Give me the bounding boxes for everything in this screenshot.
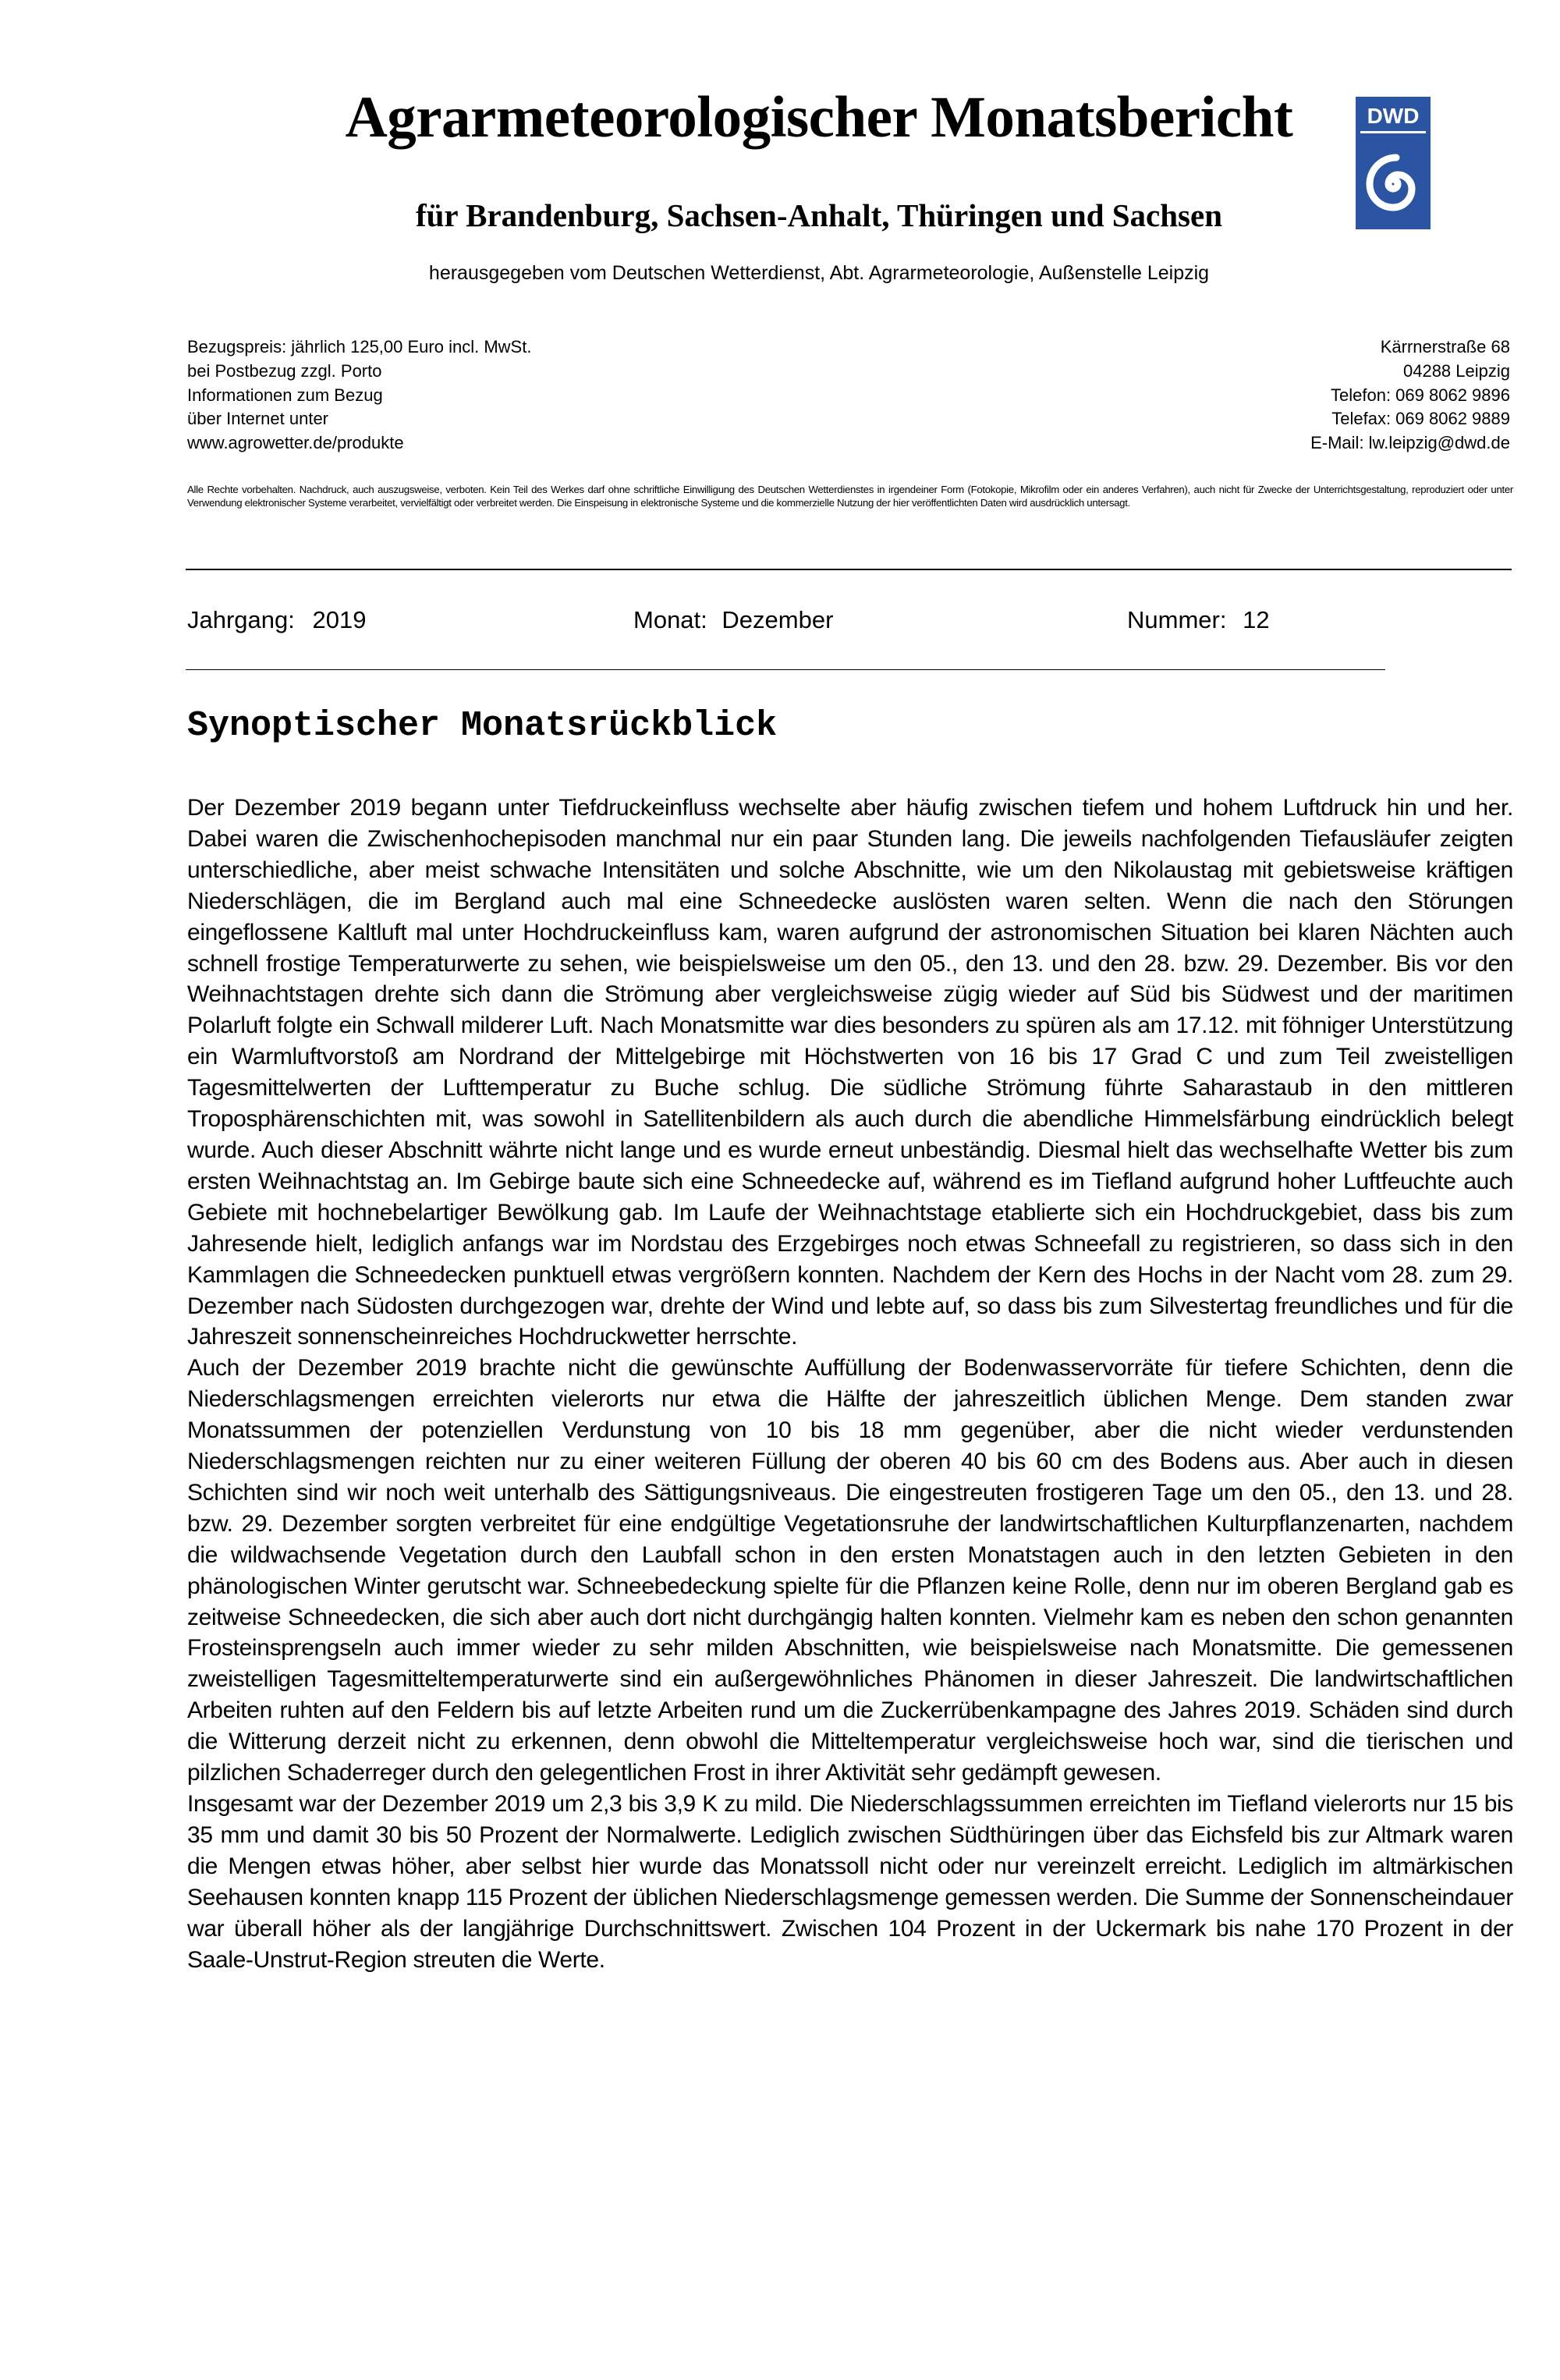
address-phone: Telefon: 069 8062 9896 <box>1331 385 1510 405</box>
subscription-info <box>187 335 531 456</box>
issue-month <box>633 605 833 636</box>
subscription-line: Informationen zum Bezug <box>187 385 383 405</box>
rights-notice: Alle Rechte vorbehalten. Nachdruck, auch auszugsweise, verboten. Kein Teil des Werkes darf ohne schriftliche Einwilligung des Deutschen Wetterdienstes in irgendeiner Form (Fotokopie, Mikrofilm oder ein anderes Verfahren), auch nicht für Zwecke der Unterrichtsgestaltung, reproduziert oder unter Verwendung elektronischer Systeme verarbeitet, vervielfältigt oder verbreitet werden. Die Einspeisung in elektronische Systeme und die kommerzielle Nutzung der hier veröffentlichten Daten wird ausdrücklich untersagt. <box>187 484 1513 509</box>
subscription-line: bei Postbezug zzgl. Porto <box>187 360 382 381</box>
logo-text: DWD <box>1367 104 1420 128</box>
issue-number-label: Nummer: <box>1127 606 1227 633</box>
body-paragraph: Der Dezember 2019 begann unter Tiefdruckeinfluss wechselte aber häufig zwischen tiefem und hohem Luftdruck hin und her. Dabei waren die Zwischenhochepisoden manchmal nur ein paar Stunden lang. Die jeweils nachfolgenden Tiefausläufer zeigten unterschiedliche, aber meist schwache Intensitäten und solche Abschnitte, wie um den Nikolaustag mit gebietsweise kräftigen Niederschlägen, die im Bergland auch mal eine Schneedecke auslösten waren selten. Wenn die nach den Störungen eingeflossene Kaltluft mal unter Hochdruckeinfluss kam, waren aufgrund der astronomischen Situation bei klaren Nächten auch schnell frostige Temperaturwerte zu sehen, wie beispielsweise um den 05., den 13. und den 28. bzw. 29. Dezember. Bis vor den Weihnachtstagen drehte sich dann die Strömung aber vergleichsweise zügig wieder auf Süd bis Südwest und der maritimen Polarluft folgte ein Schwall milderer Luft. Nach Monatsmitte war dies besonders zu spüren als am 17.12. mit föhniger Unterstützung ein Warmluftvorstoß am Nordrand der Mittelgebirge mit Höchstwerten von 16 bis 17 Grad C und zum Teil zweistelligen Tagesmittelwerten der Lufttemperatur zu Buche schlug. Die südliche Strömung führte Saharastaub in den mittleren Troposphärenschichten mit, was sowohl in Satellitenbildern als auch durch die abendliche Himmelsfärbung eindrücklich belegt wurde. Auch dieser Abschnitt währte nicht lange und es wurde erneut unbeständig. Diesmal hielt das wechselhafte Wetter bis zum ersten Weihnachtstag an. Im Gebirge baute sich eine Schneedecke auf, während es im Tiefland aufgrund hoher Luftfeuchte auch Gebiete mit hochnebelartiger Bewölkung gab. Im Laufe der Weihnachtstage etablierte sich ein Hochdruckgebiet, dass bis zum Jahresende hielt, lediglich anfangs war im Nordstau des Erzgebirges noch etwas Schneefall zu registrieren, so dass sich in den Kammlagen die Schneedecken punktuell etwas vergrößern konnten. Nachdem der Kern des Hochs in der Nacht vom 28. zum 29. Dezember nach Südosten durchgezogen war, drehte der Wind und lebte auf, so dass bis zum Silvestertag freundliches und für die Jahreszeit sonnenscheinreiches Hochdruckwetter herrschte. <box>187 795 1513 1350</box>
issue-month-label: Monat: <box>633 606 707 633</box>
address-email[interactable]: E-Mail: lw.leipzig@dwd.de <box>1310 433 1510 453</box>
subscription-line: über Internet unter <box>187 409 329 429</box>
issue-number <box>1127 605 1270 636</box>
issue-year <box>187 605 366 636</box>
publisher-line: herausgegeben vom Deutschen Wetterdienst, Abt. Agrarmeteorologie, Außenstelle Leipzig <box>428 262 1210 284</box>
address-fax: Telefax: 069 8062 9889 <box>1331 409 1510 429</box>
dwd-logo <box>1356 97 1431 229</box>
section-heading: Synoptischer Monatsrückblick <box>187 706 778 746</box>
issue-year-label: Jahrgang: <box>187 606 295 633</box>
issue-year-value: 2019 <box>312 606 367 633</box>
subscription-url[interactable]: www.agrowetter.de/produkte <box>187 433 404 453</box>
report-title: Agrarmeteorologischer Monatsbericht <box>345 85 1293 150</box>
body-paragraph: Insgesamt war der Dezember 2019 um 2,3 bis 3,9 K zu mild. Die Niederschlagssummen erreichten im Tiefland vielerorts nur 15 bis 35 mm und damit 30 bis 50 Prozent der Normalwerte. Lediglich zwischen Südthüringen über das Eichsfeld bis zur Altmark waren die Mengen etwas höher, aber selbst hier wurde das Monatssoll nicht oder nur vereinzelt erreicht. Lediglich im altmärkischen Seehausen konnten knapp 115 Prozent der üblichen Niederschlagsmenge gemessen werden. Die Summe der Sonnenscheindauer war überall höher als der langjährige Durchschnittswert. Zwischen 104 Prozent in der Uckermark bis nahe 170 Prozent in der Saale-Unstrut-Region streuten die Werte. <box>187 1791 1513 1973</box>
divider <box>186 669 1385 670</box>
dwd-spiral-icon <box>1356 97 1431 229</box>
report-subtitle: für Brandenburg, Sachsen-Anhalt, Thüringen und Sachsen <box>415 197 1223 233</box>
divider <box>186 569 1512 570</box>
body-paragraph: Auch der Dezember 2019 brachte nicht die gewünschte Auffüllung der Bodenwasservorräte für tiefere Schichten, denn die Niederschlagsmengen erreichten vielerorts nur etwa die Hälfte der jahreszeitlich üblichen Menge. Dem standen zwar Monatssummen der potenziellen Verdunstung von 10 bis 18 mm gegenüber, aber die nicht wieder verdunstenden Niederschlagsmengen reichten nur zu einer weiteren Füllung der oberen 40 bis 60 cm des Bodens aus. Aber auch in diesen Schichten sind wir noch weit unterhalb des Sättigungsniveaus. Die eingestreuten frostigeren Tage um den 05., den 13. und 28. bzw. 29. Dezember sorgten verbreitet für eine endgültige Vegetationsruhe der landwirtschaftlichen Kulturpflanzenarten, nachdem die wildwachsende Vegetation durch den Laubfall schon in den ersten Monatstagen auch in den letzten Gebieten in den phänologischen Winter gerutscht war. Schneebedeckung spielte für die Pflanzen keine Rolle, denn nur im oberen Bergland gab es zeitweise Schneedecken, die sich aber auch dort nicht durchgängig halten konnten. Vielmehr kam es neben den schon genannten Frosteinsprengseln auch immer wieder zu sehr milden Abschnitten, wie beispielsweise nach Monatsmitte. Die gemessenen zweistelligen Tagesmitteltemperaturwerte sind ein außergewöhnliches Phänomen in dieser Jahreszeit. Die landwirtschaftlichen Arbeiten ruhten auf den Feldern bis auf letzte Arbeiten rund um die Zuckerrübenkampagne des Jahres 2019. Schäden sind durch die Witterung derzeit nicht zu erkennen, denn obwohl die Mitteltemperatur vergleichsweise hoch war, sind die tierischen und pilzlichen Schaderreger durch den gelegentlichen Frost in ihrer Aktivität sehr gedämpft gewesen. <box>187 1355 1513 1786</box>
address-info <box>1310 335 1510 456</box>
issue-month-value: Dezember <box>722 606 834 633</box>
issue-number-value: 12 <box>1243 606 1270 633</box>
address-city: 04288 Leipzig <box>1402 360 1510 381</box>
report-body <box>187 793 1513 1975</box>
subscription-line: Bezugspreis: jährlich 125,00 Euro incl. MwSt. <box>187 337 532 356</box>
address-street: Kärrnerstraße 68 <box>1380 337 1510 356</box>
